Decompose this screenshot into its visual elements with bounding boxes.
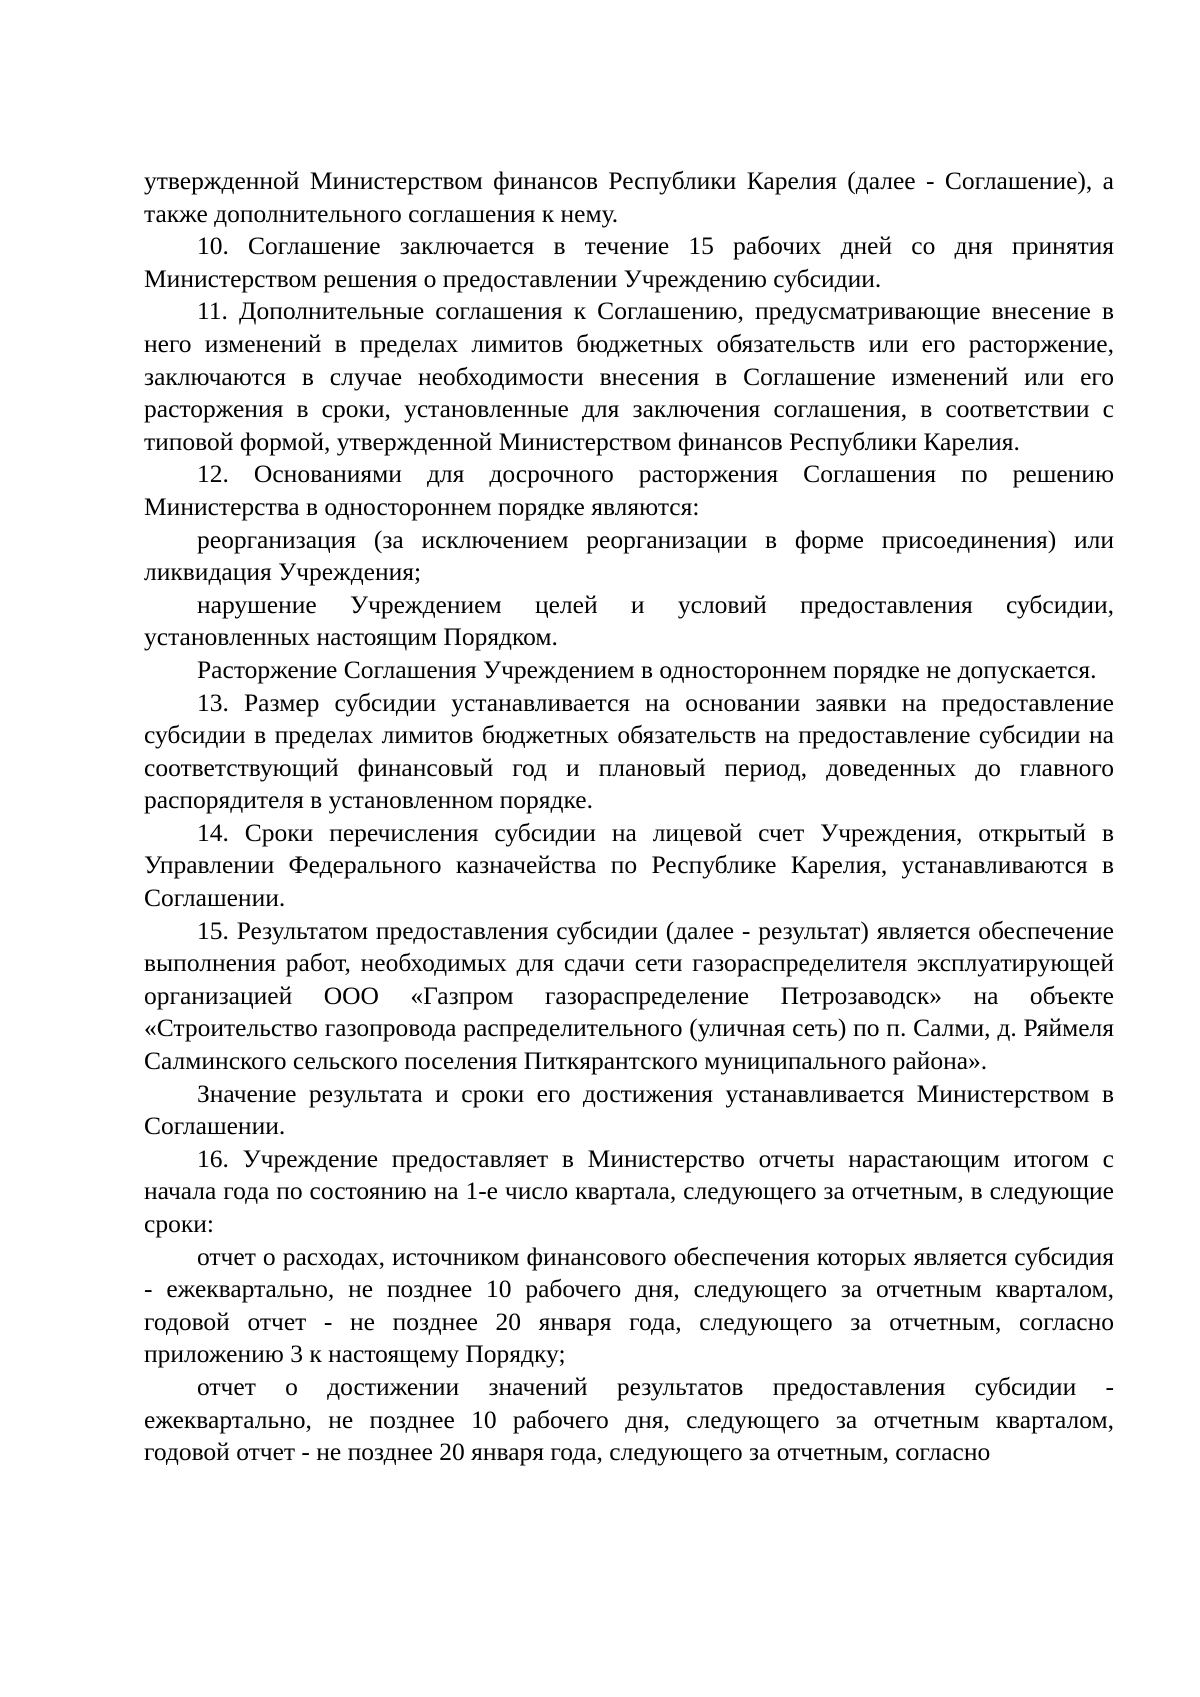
paragraph-16: 16. Учреждение предоставляет в Министерство отчеты нарастающим итогом с начала года по состоянию на 1-е число квартала, следующего за отчетным, в следующие сроки: (144, 1143, 1114, 1238)
paragraph-12-item-reorganization: реорганизация (за исключением реорганизации в форме присоединения) или ликвидация Учреждения; (144, 524, 1114, 587)
paragraph-13: 13. Размер субсидии устанавливается на основании заявки на предоставление субсидии в пределах лимитов бюджетных обязательств на предоставление субсидии на соответствующий финансовый год и плановый период, доведенных до главного распорядителя в установленном порядке. (144, 687, 1114, 815)
paragraph-14: 14. Сроки перечисления субсидии на лицевой счет Учреждения, открытый в Управлении Федерального казначейства по Республике Карелия, устанавливаются в Соглашении. (144, 817, 1114, 913)
paragraph-10: 10. Соглашение заключается в течение 15 рабочих дней со дня принятия Министерством решения о предоставлении Учреждению субсидии. (144, 231, 1114, 293)
paragraph-12-item-violation: нарушение Учреждением целей и условий предоставления субсидии, установленных настоящим Порядком. (144, 589, 1114, 652)
paragraph-12-note: Расторжение Соглашения Учреждением в одностороннем порядке не допускается. (197, 654, 1097, 684)
paragraph-15: 15. Результатом предоставления субсидии (далее - результат) является обеспечение выполнения работ, необходимых для сдачи сети газораспределителя эксплуатирующей организацией ООО «Газпром газораспределение Петрозаводск» на объекте «Строительство газопровода распределительного (уличная сеть) по п. Салми, д. Ряймеля Салминского сельского поселения Питкярантского муниципального района». (144, 915, 1114, 1076)
paragraph-12: 12. Основаниями для досрочного расторжения Соглашения по решению Министерства в одностороннем порядке являются: (144, 459, 1114, 521)
paragraph-11: 11. Дополнительные соглашения к Соглашению, предусматривающие внесение в него изменений в пределах лимитов бюджетных обязательств или его расторжение, заключаются в случае необходимости внесения в Соглашение изменений или его расторжения в сроки, установленные для заключения соглашения, в соответствии с типовой формой, утвержденной Министерством финансов Республики Карелия. (144, 296, 1114, 456)
paragraph-16-item-results-report: отчет о достижении значений результатов предоставления субсидии - ежеквартально, не позднее 10 рабочего дня, следующего за отчетным кварталом, годовой отчет - не позднее 20 января года, следующего за отчетным, согласно (144, 1371, 1114, 1467)
paragraph-continuation: утвержденной Министерством финансов Республики Карелия (далее - Соглашение), а также дополнительного соглашения к нему. (144, 166, 1114, 228)
paragraph-15-note: Значение результата и сроки его достижения устанавливается Министерством в Соглашении. (144, 1078, 1114, 1141)
document-body (144, 165, 1114, 1469)
paragraph-16-item-expenses-report: отчет о расходах, источником финансового обеспечения которых является субсидия - ежеквартально, не позднее 10 рабочего дня, следующего за отчетным кварталом, годовой отчет - не позднее 20 января года, следующего за отчетным, согласно приложению 3 к настоящему Порядку; (144, 1241, 1114, 1369)
